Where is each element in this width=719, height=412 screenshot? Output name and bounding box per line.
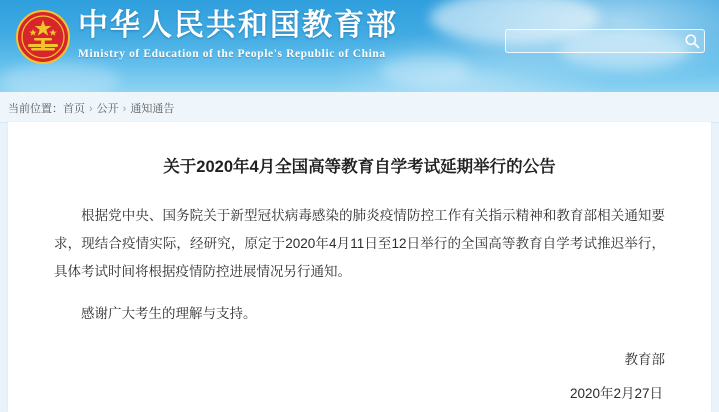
national-emblem-icon xyxy=(14,8,72,66)
breadcrumb xyxy=(8,100,174,116)
site-title-cn: 中华人民共和国教育部 xyxy=(78,9,398,42)
breadcrumb-item-home[interactable]: 首页 xyxy=(63,103,85,115)
breadcrumb-prefix: 当前位置： xyxy=(8,103,63,115)
search-icon xyxy=(684,37,700,52)
document-paragraph: 感谢广大考生的理解与支持。 xyxy=(81,306,257,321)
breadcrumb-item-notices[interactable]: 通知通告 xyxy=(130,103,175,115)
site-title-en: Ministry of Education of the People's Republic of China xyxy=(78,48,386,60)
site-header xyxy=(0,0,719,92)
page-title: 关于2020年4月全国高等教育自学考试延期举行的公告 xyxy=(163,158,556,176)
document-card xyxy=(8,122,711,412)
cloud-decoration xyxy=(0,62,120,92)
cloud-decoration xyxy=(380,56,470,86)
search-button[interactable] xyxy=(684,33,700,49)
search-box[interactable] xyxy=(505,29,705,53)
breadcrumb-separator: › xyxy=(122,103,127,115)
document-date: 2020年2月27日 xyxy=(569,386,663,401)
breadcrumb-separator: › xyxy=(89,103,93,115)
search-input[interactable] xyxy=(512,30,676,54)
site-title-block xyxy=(78,8,398,60)
breadcrumb-item-public[interactable]: 公开 xyxy=(96,103,119,115)
breadcrumb-bar xyxy=(0,92,719,123)
document-signature: 教育部 xyxy=(624,352,665,367)
document-paragraph: 根据党中央、国务院关于新型冠状病毒感染的肺炎疫情防控工作有关指示精神和教育部相关通知要求，现结合疫情实际，经研究，原定于2020年4月11日至12日举行的全国高等教育自学考试推迟举行，具体考试时间将根据疫情防控进展情况另行通知。 xyxy=(54,208,665,279)
